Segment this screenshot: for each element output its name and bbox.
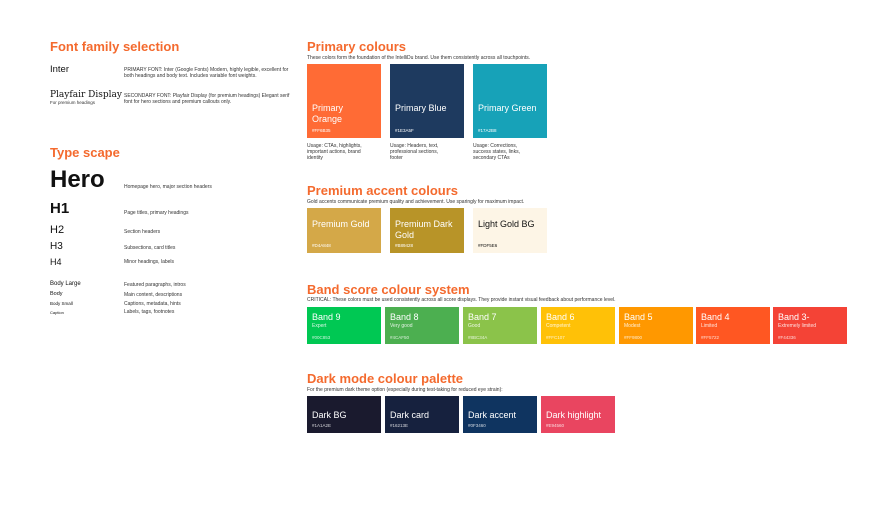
font-desc-inter: PRIMARY FONT: Inter (Google Fonts) Modern, highly legible, excellent for both headings and body text. Includes variable font weights. [124,67,289,80]
band-5-tile [619,307,693,344]
premium-subtitle: Gold accents communicate premium quality and achievement. Use sparingly for maximum impact. [307,199,525,205]
swatch-hex: #1E3A5F [395,128,414,133]
band-desc: Good [468,323,481,329]
type-h4-label: H4 [50,257,62,267]
swatch-dark-bg [307,396,381,433]
primary-subtitle: These colors form the foundation of the IntelliDu brand. Use them consistently across all touchpoints. [307,55,531,61]
band-hex: #FF5722 [701,335,720,340]
band-desc: Very good [390,323,413,329]
band-4-tile [696,307,770,344]
type-caption-desc: Labels, tags, footnotes [124,309,175,315]
primary-title: Primary colours [307,39,406,54]
type-body-large-desc: Featured paragraphs, intros [124,282,186,288]
swatch-name: Primary Blue [395,103,447,113]
swatch-name: Premium Dark Gold [395,219,453,240]
usage-primary-orange: Usage: CTAs, highlights, important actions, brand identity [307,143,362,162]
band-hex: #00C853 [312,335,331,340]
band-6-tile [541,307,615,344]
font-desc-playfair: SECONDARY FONT: Playfair Display (for premium headings) Elegant serif font for hero sections and premium callouts only. [124,93,290,106]
band-subtitle: CRITICAL: These colors must be used consistently across all score displays. They provide instant visual feedback about performance level. [307,297,616,303]
type-h1-desc: Page titles, primary headings [124,210,189,216]
swatch-hex: #E94560 [546,423,565,428]
band-name: Band 8 [390,312,419,322]
type-h3-desc: Subsections, card titles [124,245,176,251]
type-body-small-label: Body Small [50,301,73,306]
type-scale-title: Type scape [50,145,120,160]
swatch-hex: #0F3460 [468,423,486,428]
type-hero-desc: Homepage hero, major section headers [124,184,212,190]
swatch-dark-accent [463,396,537,433]
swatch-name: Primary Green [478,103,537,113]
swatch-hex: #16213E [390,423,409,428]
band-desc: Extremely limited [778,323,817,329]
swatch-dark-highlight [541,396,615,433]
font-section-title: Font family selection [50,39,180,54]
dark-subtitle: For the premium dark theme option (especially during test-taking for reduced eye strain): [307,387,503,393]
dark-title: Dark mode colour palette [307,371,464,386]
band-3-tile [773,307,847,344]
type-h4-desc: Minor headings, labels [124,259,175,265]
band-desc: Competent [546,323,571,329]
swatch-light-gold-bg [473,208,547,253]
swatch-name: Dark highlight [546,410,602,420]
band-hex: #4CAF50 [390,335,410,340]
band-hex: #8BC34A [468,335,488,340]
swatch-hex: #1A1A2E [312,423,332,428]
type-h2-label: H2 [50,224,65,236]
swatch-hex: #B89428 [395,243,414,248]
band-hex: #FF9800 [624,335,643,340]
band-desc: Modest [624,323,641,329]
band-desc: Expert [312,323,327,329]
type-h3-label: H3 [50,241,63,252]
swatch-name: Dark card [390,410,430,420]
swatch-primary-blue [390,64,464,138]
type-body-desc: Main content, descriptions [124,292,183,298]
band-name: Band 3- [778,312,810,322]
band-8-tile [385,307,459,344]
swatch-name: Dark BG [312,410,347,420]
band-hex: #FFC107 [546,335,565,340]
type-h2-desc: Section headers [124,229,161,235]
usage-primary-blue: Usage: Headers, text, professional sections, footer [390,143,439,162]
band-name: Band 5 [624,312,653,322]
type-body-large-label: Body Large [50,281,81,287]
band-name: Band 9 [312,312,341,322]
swatch-dark-card [385,396,459,433]
type-h1-label: H1 [50,200,70,217]
band-9-tile [307,307,381,344]
font-sub-playfair: For premium headings [50,100,96,105]
swatch-hex: #FF6B35 [312,128,331,133]
type-body-small-desc: Captions, metadata, hints [124,301,181,307]
usage-primary-green: Usage: Corrections, success states, links, secondary CTAs [473,143,520,162]
swatch-name: Primary Orange [312,103,343,124]
swatch-premium-gold [307,208,381,253]
type-caption-label: Caption [50,310,64,315]
swatch-hex: #17A2B8 [478,128,497,133]
swatch-name: Dark accent [468,410,517,420]
swatch-premium-dark-gold [390,208,464,253]
swatch-hex: #FDF5E6 [478,243,498,248]
swatch-primary-orange [307,64,381,138]
type-hero-label: Hero [50,166,105,193]
font-name-inter: Inter [50,64,70,75]
swatch-primary-green [473,64,547,138]
font-name-playfair: Playfair Display [50,90,122,100]
band-name: Band 7 [468,312,497,322]
swatch-hex: #D4A848 [312,243,331,248]
band-name: Band 6 [546,312,575,322]
type-body-label: Body [50,291,63,297]
band-desc: Limited [701,323,718,329]
band-title: Band score colour system [307,282,470,297]
band-7-tile [463,307,537,344]
swatch-name: Light Gold BG [478,219,535,229]
premium-title: Premium accent colours [307,183,458,198]
band-name: Band 4 [701,312,730,322]
swatch-name: Premium Gold [312,219,370,229]
band-hex: #F44336 [778,335,796,340]
